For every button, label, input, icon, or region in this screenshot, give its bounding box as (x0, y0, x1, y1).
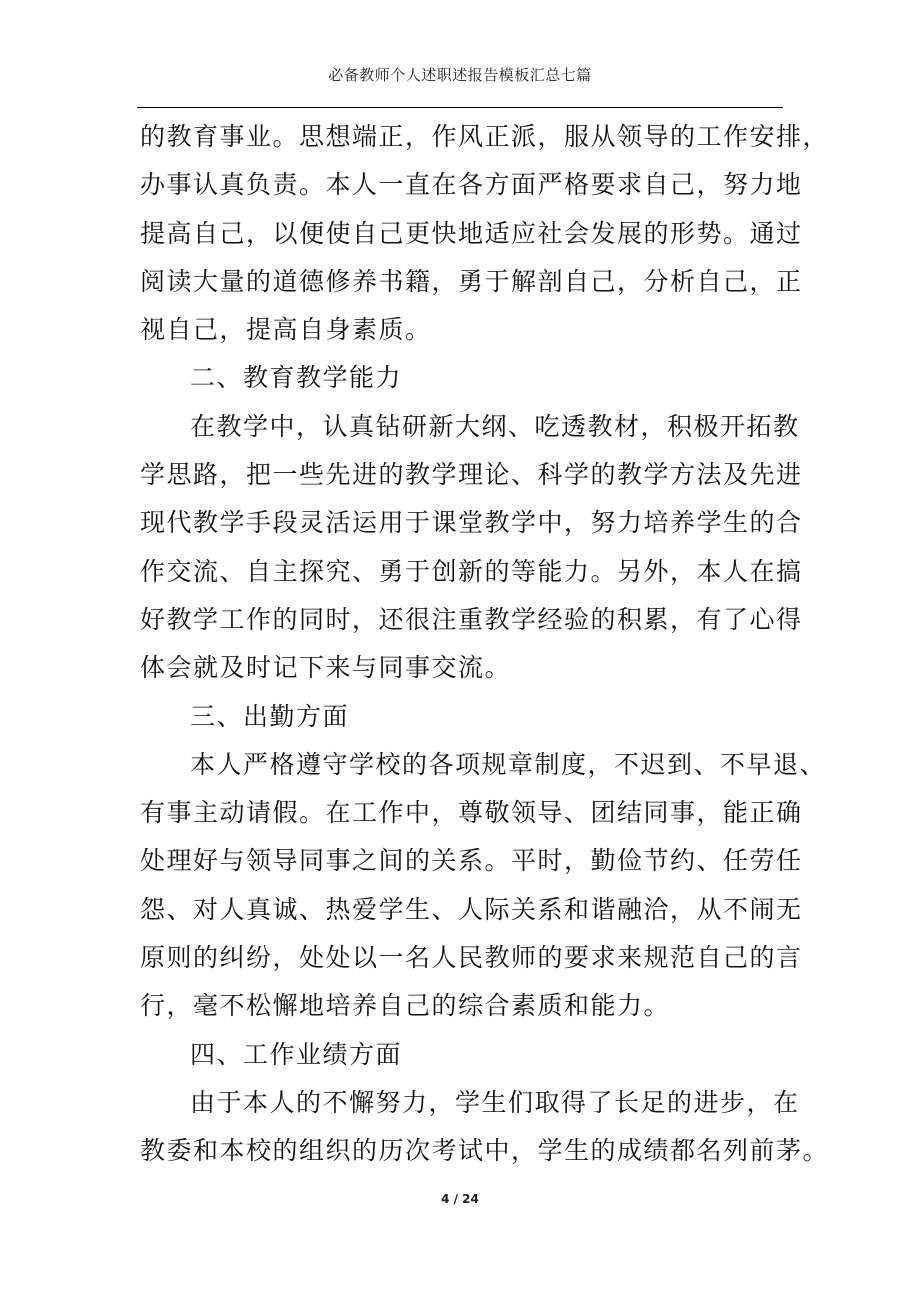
text-line: 学思路，把一些先进的教学理论、科学的教学方法及先进 (140, 460, 803, 490)
paragraph-teaching-ability (140, 403, 803, 693)
paragraph-work-performance (140, 1079, 830, 1176)
text-line: 阅读大量的道德修养书籍，勇于解剖自己，分析自己，正 (140, 266, 803, 296)
text-line: 教委和本校的组织的历次考试中，学生的成绩都名列前茅。 (140, 1136, 830, 1166)
text-line: 作交流、自主探究、勇于创新的等能力。另外，本人在搞 (140, 556, 803, 586)
page-header-title: 必备教师个人述职述报告模板汇总七篇 (328, 66, 592, 84)
text-line: 有事主动请假。在工作中，尊敬领导、团结同事，能正确 (140, 798, 803, 828)
text-line: 视自己，提高自身素质。 (140, 315, 432, 345)
section-heading-teaching-ability: 二、教育教学能力 (190, 363, 403, 393)
section-heading-work-performance: 四、工作业绩方面 (190, 1039, 403, 1069)
header-divider (137, 107, 783, 108)
text-line: 现代教学手段灵活运用于课堂教学中，努力培养学生的合 (140, 508, 803, 538)
text-line: 本人严格遵守学校的各项规章制度，不迟到、不早退、 (190, 749, 827, 779)
text-line: 由于本人的不懈努力，学生们取得了长足的进步，在 (190, 1087, 800, 1117)
text-line: 办事认真负责。本人一直在各方面严格要求自己，努力地 (140, 170, 803, 200)
text-line: 的教育事业。思想端正，作风正派，服从领导的工作安排， (140, 122, 830, 151)
text-line: 提高自己，以便使自己更快地适应社会发展的形势。通过 (140, 218, 803, 248)
page-number: 4 / 24 (441, 1192, 479, 1206)
document-body (140, 113, 830, 1176)
text-line: 怨、对人真诚、热爱学生、人际关系和谐融洽，从不闹无 (140, 894, 803, 924)
text-line: 体会就及时记下来与同事交流。 (140, 653, 512, 683)
section-heading-attendance: 三、出勤方面 (190, 701, 350, 731)
text-line: 处理好与领导同事之间的关系。平时，勤俭节约、任劳任 (140, 846, 803, 876)
text-line: 好教学工作的同时，还很注重教学经验的积累，有了心得 (140, 604, 803, 634)
paragraph-attendance (140, 741, 827, 1031)
text-line: 在教学中，认真钻研新大纲、吃透教材，积极开拓教 (190, 411, 800, 441)
paragraph-moral-character (140, 113, 830, 354)
text-line: 行，毫不松懈地培养自己的综合素质和能力。 (140, 991, 671, 1021)
text-line: 原则的纠纷，处处以一名人民教师的要求来规范自己的言 (140, 943, 803, 973)
